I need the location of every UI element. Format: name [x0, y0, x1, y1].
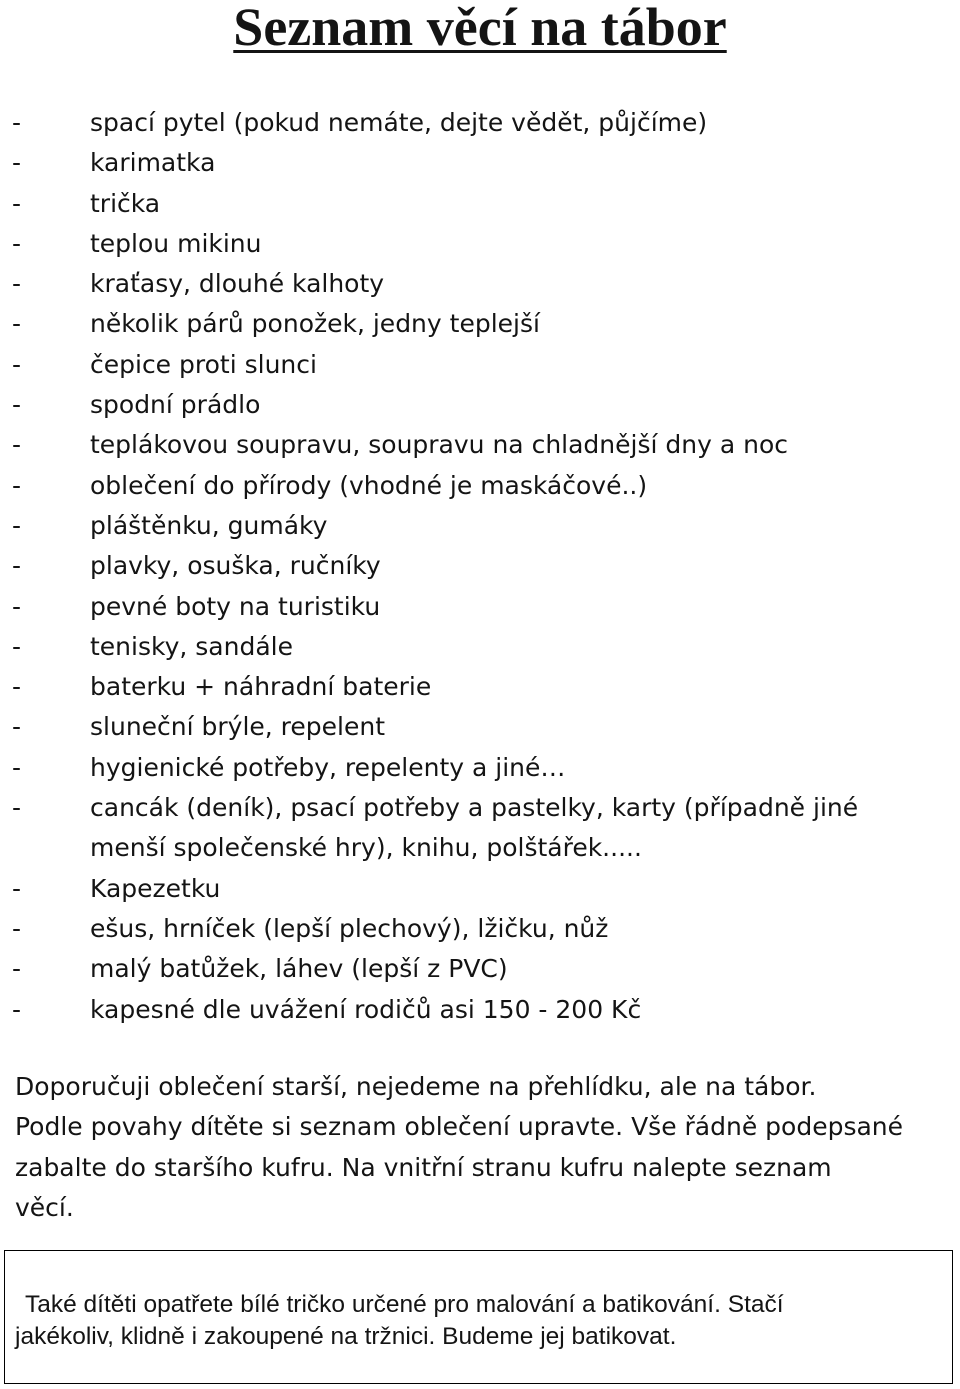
list-item-text: pevné boty na turistiku	[90, 591, 381, 621]
list-item-text: spodní prádlo	[90, 390, 261, 420]
list-item	[0, 788, 960, 828]
list-item-text: teplou mikinu	[90, 228, 262, 258]
list-item	[0, 425, 960, 465]
bullet-dash: -	[12, 551, 22, 581]
list-item-text: kapesné dle uvážení rodičů asi 150 - 200 Kč	[90, 994, 642, 1024]
page-title	[0, 0, 960, 57]
bullet-dash: -	[12, 793, 22, 823]
bullet-dash: -	[12, 994, 22, 1024]
bullet-dash: -	[12, 390, 22, 420]
list-item	[0, 304, 960, 344]
list-item	[0, 748, 960, 788]
list-item-text: menší společenské hry), knihu, polštářek.....	[90, 833, 642, 863]
list-item-text: sluneční brýle, repelent	[90, 712, 386, 742]
notes-paragraph	[15, 1067, 955, 1228]
list-item-text: kraťasy, dlouhé kalhoty	[90, 269, 385, 299]
bullet-dash: -	[12, 430, 22, 460]
notes-line: Podle povahy dítěte si seznam oblečení upravte. Vše řádně podepsané	[15, 1112, 904, 1142]
list-item-text: spací pytel (pokud nemáte, dejte vědět, půjčíme)	[90, 108, 708, 137]
bullet-dash: -	[12, 954, 22, 984]
list-item	[0, 707, 960, 747]
list-item-text: malý batůžek, láhev (lepší z PVC)	[90, 954, 508, 984]
list-item	[0, 667, 960, 707]
bullet-dash: -	[12, 148, 22, 178]
bullet-dash: -	[12, 712, 22, 742]
list-item	[0, 587, 960, 627]
bullet-dash: -	[12, 913, 22, 943]
list-item-text: několik párů ponožek, jedny teplejší	[90, 309, 540, 339]
list-item-text: cancák (deník), psací potřeby a pastelky, karty (případně jiné	[90, 793, 859, 823]
list-item	[0, 909, 960, 949]
list-item-continuation	[0, 828, 960, 868]
list-item-text: karimatka	[90, 148, 216, 178]
bullet-dash: -	[12, 752, 22, 782]
list-item	[0, 949, 960, 989]
list-item	[0, 506, 960, 546]
box-line: jakékoliv, klidně i zakoupené na tržnici. Budeme jej batikovat.	[15, 1323, 677, 1350]
packing-list	[0, 103, 960, 1030]
list-item-text: teplákovou soupravu, soupravu na chladnější dny a noc	[90, 430, 788, 460]
list-item-text: baterku + náhradní baterie	[90, 672, 432, 702]
bullet-dash: -	[12, 510, 22, 540]
list-item	[0, 103, 960, 143]
bullet-dash: -	[12, 631, 22, 661]
bullet-dash: -	[12, 591, 22, 621]
list-item	[0, 546, 960, 586]
bullet-dash: -	[12, 349, 22, 379]
list-item	[0, 224, 960, 264]
bullet-dash: -	[12, 269, 22, 299]
bullet-dash: -	[12, 470, 22, 500]
list-item-text: čepice proti slunci	[90, 349, 317, 379]
notes-line: zabalte do staršího kufru. Na vnitřní stranu kufru nalepte seznam	[15, 1152, 832, 1182]
list-item	[0, 184, 960, 224]
list-item	[0, 385, 960, 425]
box-line: Také dítěti opatřete bílé tričko určené pro malování a batikování. Stačí	[25, 1291, 784, 1318]
list-item-text: ešus, hrníček (lepší plechový), lžičku, nůž	[90, 913, 609, 943]
bullet-dash: -	[12, 672, 22, 702]
list-item	[0, 466, 960, 506]
list-item	[0, 990, 960, 1030]
list-item	[0, 869, 960, 909]
list-item-text: pláštěnku, gumáky	[90, 510, 328, 540]
list-item	[0, 143, 960, 183]
list-item	[0, 345, 960, 385]
page-title-text: Seznam věcí na tábor	[233, 0, 727, 57]
list-item	[0, 627, 960, 667]
bullet-dash: -	[12, 309, 22, 339]
list-item-text: oblečení do přírody (vhodné je maskáčové..)	[90, 470, 648, 500]
list-item-text: tenisky, sandále	[90, 631, 293, 661]
list-item-text: Kapezetku	[90, 873, 221, 903]
notes-line: věcí.	[15, 1192, 74, 1222]
list-item-text: plavky, osuška, ručníky	[90, 551, 381, 581]
list-item-text: hygienické potřeby, repelenty a jiné…	[90, 752, 566, 782]
tshirt-note-box	[4, 1250, 953, 1384]
list-item-text: trička	[90, 188, 161, 218]
list-item	[0, 264, 960, 304]
bullet-dash: -	[12, 188, 22, 218]
notes-line: Doporučuji oblečení starší, nejedeme na přehlídku, ale na tábor.	[15, 1072, 817, 1101]
bullet-dash: -	[12, 873, 22, 903]
bullet-dash: -	[12, 228, 22, 258]
bullet-dash: -	[12, 108, 22, 137]
